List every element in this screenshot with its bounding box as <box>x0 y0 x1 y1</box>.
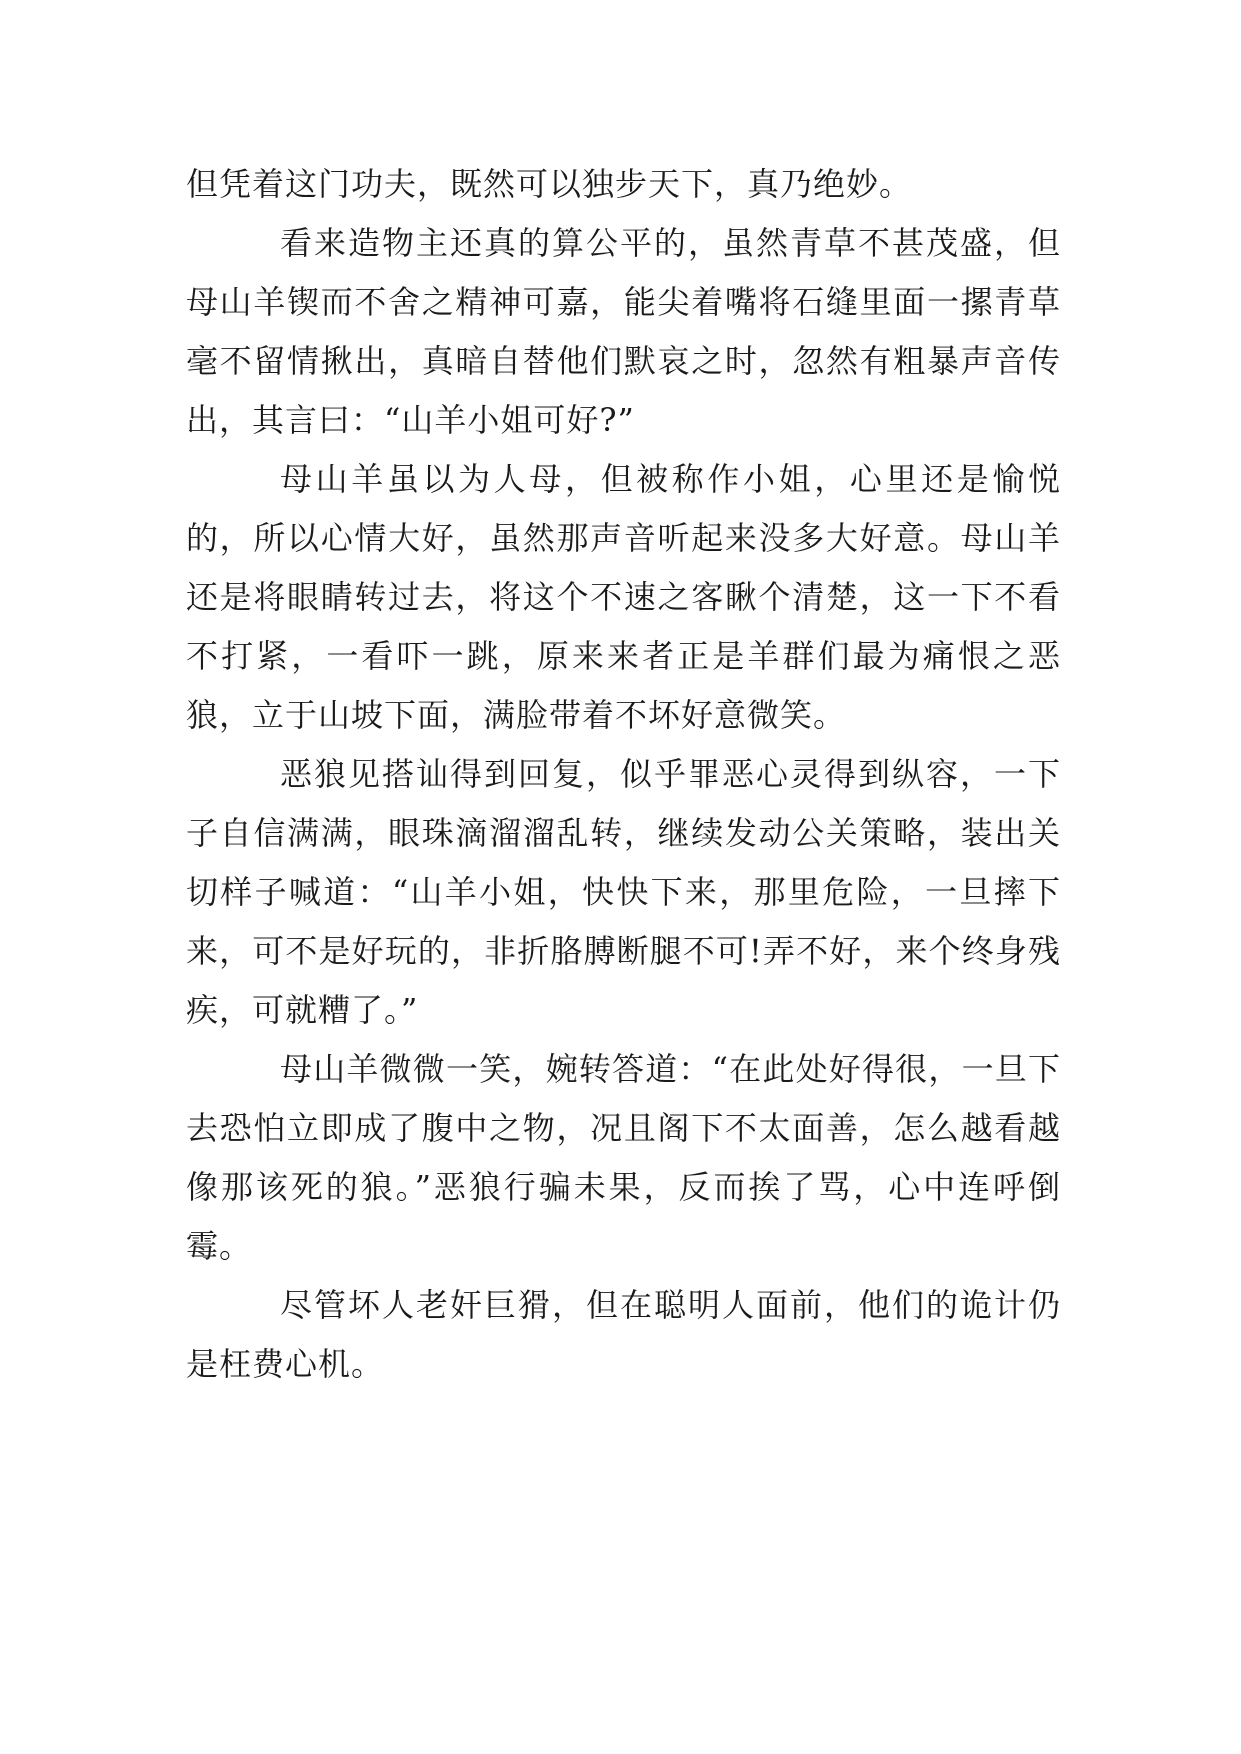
paragraph-3: 母山羊虽以为人母，但被称作小姐，心里还是愉悦的，所以心情大好，虽然那声音听起来没多大好意。母山羊还是将眼睛转过去，将这个不速之客瞅个清楚，这一下不看不打紧，一看吓一跳，原来来者正是羊群们最为痛恨之恶狼，立于山坡下面，满脸带着不坏好意微笑。 <box>186 460 1061 734</box>
paragraph-6: 尽管坏人老奸巨猾，但在聪明人面前，他们的诡计仍是枉费心机。 <box>186 1286 1061 1383</box>
paragraph-4: 恶狼见搭讪得到回复，似乎罪恶心灵得到纵容，一下子自信满满，眼珠滴溜溜乱转，继续发动公关策略，装出关切样子喊道：“山羊小姐，快快下来，那里危险，一旦摔下来，可不是好玩的，非折胳膊断腿不可!弄不好，来个终身残疾，可就糟了。” <box>186 755 1061 1029</box>
paragraph-1: 但凭着这门功夫，既然可以独步天下，真乃绝妙。 <box>186 165 913 203</box>
paragraph-2: 看来造物主还真的算公平的，虽然青草不甚茂盛，但母山羊锲而不舍之精神可嘉，能尖着嘴将石缝里面一摞青草毫不留情揪出，真暗自替他们默哀之时，忽然有粗暴声音传出，其言曰：“山羊小姐可好?” <box>186 224 1061 439</box>
paragraph-5: 母山羊微微一笑，婉转答道：“在此处好得很，一旦下去恐怕立即成了腹中之物，况且阁下不太面善，怎么越看越像那该死的狼。”恶狼行骗未果，反而挨了骂，心中连呼倒霉。 <box>186 1050 1061 1265</box>
story-text-block <box>186 155 1061 1394</box>
